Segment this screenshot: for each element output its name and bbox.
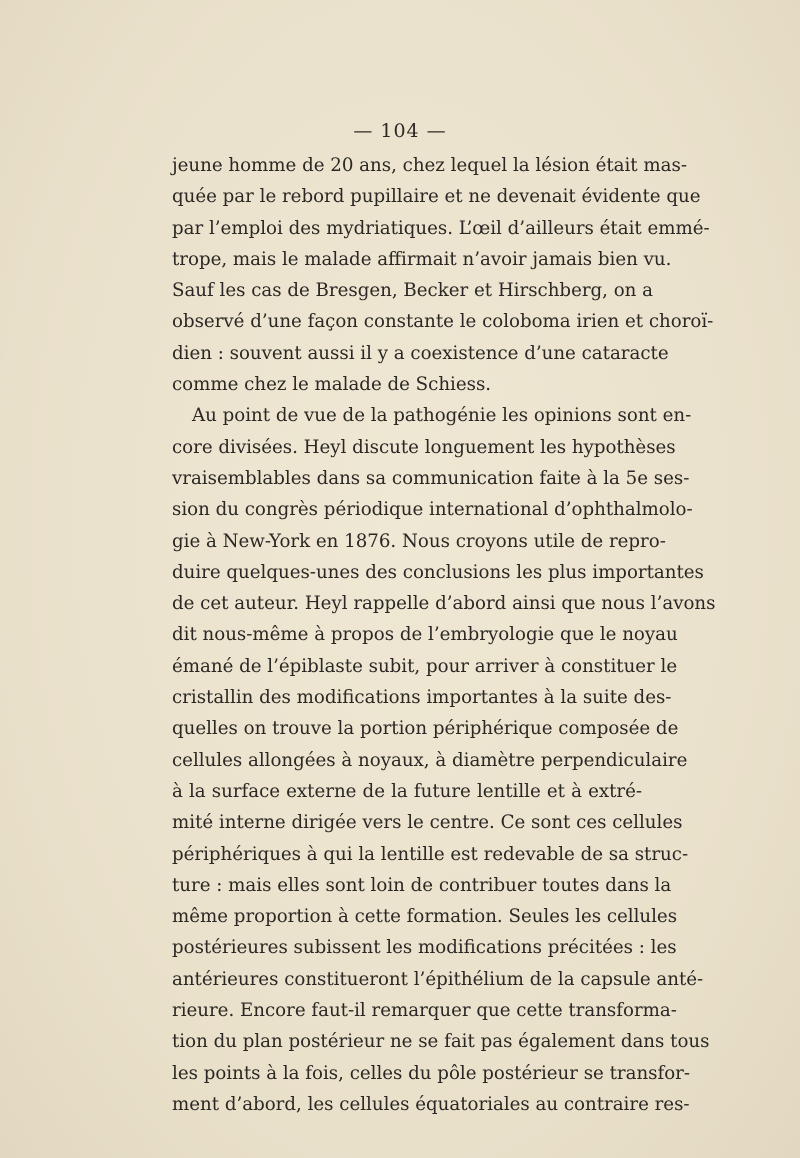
- text-line: Au point de vue de la pathogénie les opinions sont en-: [192, 405, 692, 427]
- text-line: gie à New-York en 1876. Nous croyons utile de repro-: [172, 530, 666, 552]
- text-line: de cet auteur. Heyl rappelle d’abord ainsi que nous l’avons: [172, 593, 716, 615]
- text-line: trope, mais le malade affirmait n’avoir jamais bien vu.: [172, 248, 672, 270]
- text-line: duire quelques-unes des conclusions les plus importantes: [172, 561, 704, 583]
- text-line: cristallin des modifications importantes à la suite des-: [172, 687, 672, 709]
- text-line: tion du plan postérieur ne se fait pas également dans tous: [172, 1031, 710, 1053]
- text-line: mité interne dirigée vers le centre. Ce sont ces cellules: [172, 812, 683, 834]
- text-line: périphériques à qui la lentille est redevable de sa struc-: [172, 843, 689, 865]
- text-line: antérieures constitueront l’épithélium de la capsule anté-: [172, 968, 704, 990]
- text-line: émané de l’épiblaste subit, pour arriver à constituer le: [172, 655, 678, 677]
- text-line: à la surface externe de la future lentille et à extré-: [172, 780, 642, 802]
- text-line: même proportion à cette formation. Seules les cellules: [172, 906, 678, 928]
- text-line: dit nous-même à propos de l’embryologie que le noyau: [172, 624, 678, 646]
- text-line: ture : mais elles sont loin de contribuer toutes dans la: [172, 874, 672, 896]
- text-line: sion du congrès périodique international d’ophthalmolo-: [172, 499, 693, 521]
- text-line: ment d’abord, les cellules équatoriales au contraire res-: [172, 1093, 690, 1115]
- text-line: cellules allongées à noyaux, à diamètre perpendiculaire: [172, 749, 688, 771]
- text-line: comme chez le malade de Schiess.: [172, 374, 492, 396]
- text-line: core divisées. Heyl discute longuement les hypothèses: [172, 436, 676, 458]
- text-line: quelles on trouve la portion périphérique composée de: [172, 718, 679, 740]
- text-line: jeune homme de 20 ans, chez lequel la lésion était mas-: [172, 155, 687, 176]
- text-line: dien : souvent aussi il y a coexistence d’une cataracte: [172, 342, 669, 364]
- text-line: vraisemblables dans sa communication faite à la 5e ses-: [172, 467, 690, 489]
- text-line: les points à la fois, celles du pôle postérieur se transfor-: [172, 1062, 691, 1084]
- text-line: postérieures subissent les modifications précitées : les: [172, 937, 677, 959]
- page-number: — 104 —: [353, 120, 447, 142]
- body-text: [172, 150, 716, 1120]
- text-line: rieure. Encore faut-il remarquer que cette transforma-: [172, 1000, 677, 1022]
- text-line: quée par le rebord pupillaire et ne devenait évidente que: [172, 186, 701, 208]
- text-line: observé d’une façon constante le coloboma irien et choroï-: [172, 311, 714, 333]
- text-line: Sauf les cas de Bresgen, Becker et Hirschberg, on a: [172, 280, 654, 302]
- text-line: par l’emploi des mydriatiques. L’œil d’ailleurs était emmé-: [172, 217, 710, 239]
